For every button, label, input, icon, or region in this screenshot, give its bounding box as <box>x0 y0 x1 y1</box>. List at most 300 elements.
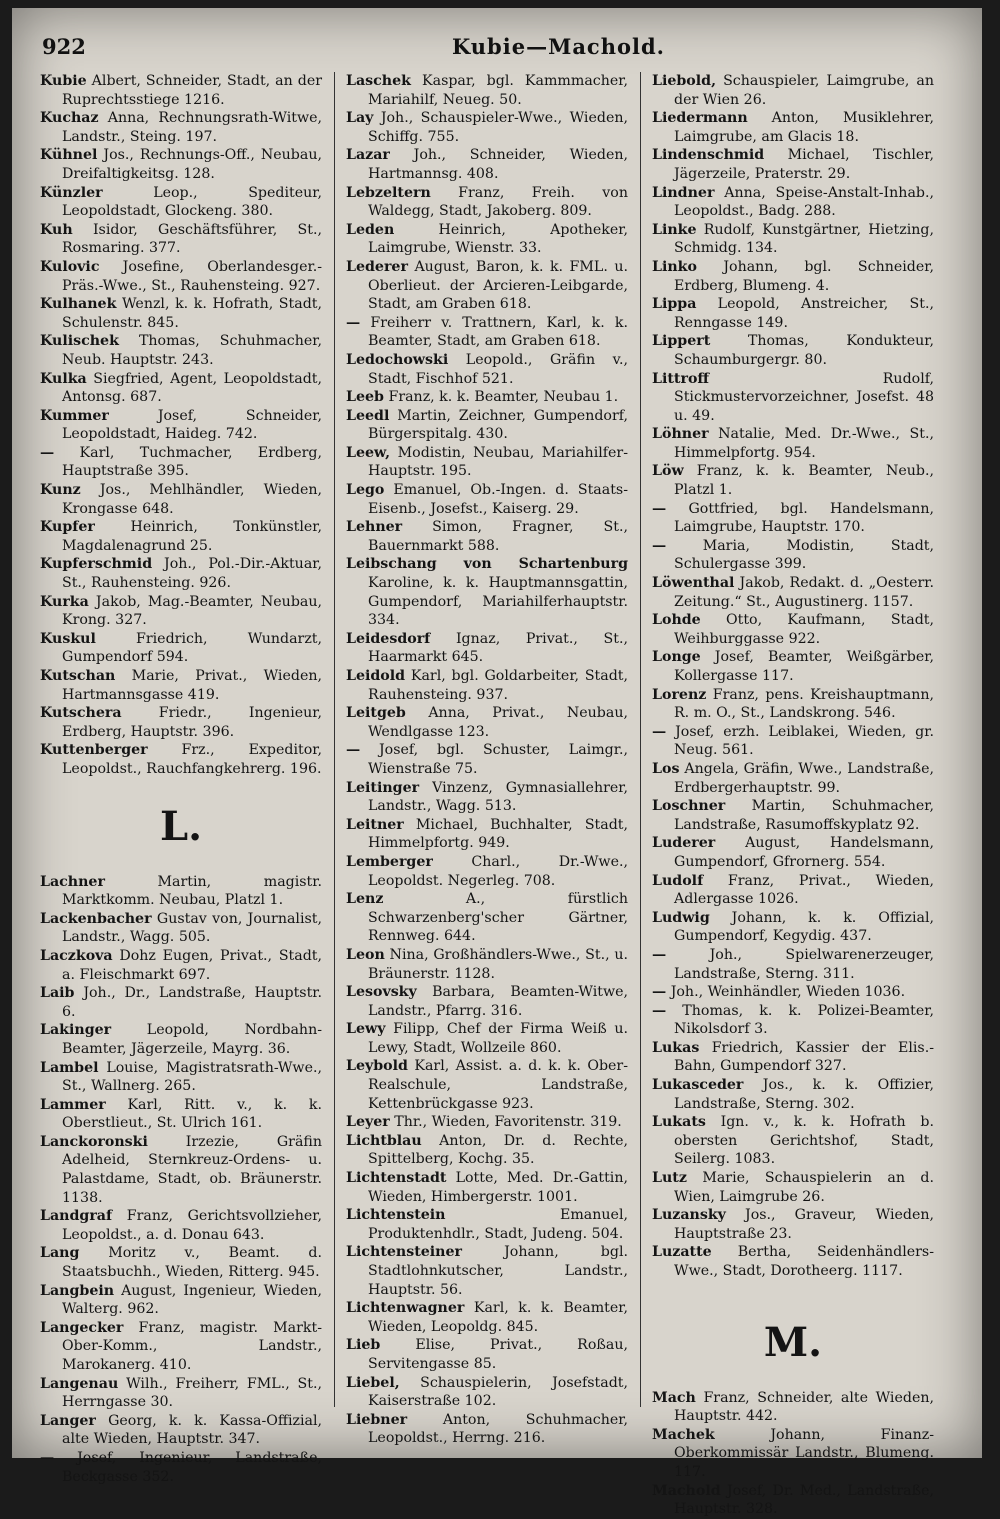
entry-details: Marie, Privat., Wieden, Hartmannsgasse 419. <box>62 668 322 703</box>
entry-details: August, Ingenieur, Wieden, Walterg. 962. <box>62 1282 322 1318</box>
directory-entry <box>346 741 628 778</box>
entry-name: Lichtblau <box>346 1132 422 1149</box>
directory-entry <box>346 388 628 407</box>
entry-details: Thomas, k. k. Polizei-Beamter, Nikolsdorf 3. <box>674 1002 934 1038</box>
directory-entry <box>40 704 322 741</box>
entry-name: Lindner <box>652 184 715 201</box>
entry-details: Franz, Freih. von Waldegg, Stadt, Jakoberg. 809. <box>368 184 628 220</box>
entry-name: Lindenschmid <box>652 147 765 164</box>
entry-details: Wilh., Freiherr, FML., St., Herrngasse 30. <box>62 1375 322 1411</box>
directory-entry <box>40 518 322 555</box>
entry-name: Luzansky <box>652 1207 726 1224</box>
directory-entry <box>652 1243 934 1280</box>
entry-name: Leybold <box>346 1058 408 1075</box>
directory-entry <box>40 1282 322 1319</box>
directory-entry <box>40 258 322 295</box>
entry-details: Rudolf, Kunstgärtner, Hietzing, Schmidg. 134. <box>674 221 934 257</box>
directory-entry <box>652 834 934 871</box>
directory-entry <box>40 1412 322 1449</box>
entry-name: — <box>652 723 667 740</box>
entry-name: Kubie <box>40 73 87 89</box>
entry-details: Ign. v., k. k. Hofrath b. obersten Gerichtshof, Stadt, Seilerg. 1083. <box>674 1114 934 1168</box>
directory-entry <box>652 872 934 909</box>
directory-entry <box>346 1336 628 1373</box>
entry-details: Barbara, Beamten-Witwe, Landstr., Pfarrg. 316. <box>368 984 629 1019</box>
entry-details: Angela, Gräfin, Wwe., Landstraße, Erdbergerhauptstr. 99. <box>674 760 934 796</box>
entry-name: Liebel, <box>346 1374 400 1391</box>
entry-name: Kupfer <box>40 519 95 536</box>
entry-details: Franz, Gerichtsvollzieher, Leopoldst., a. d. Donau 643. <box>62 1208 323 1243</box>
directory-entry <box>346 258 628 314</box>
entry-details: Leop., Spediteur, Leopoldstadt, Glockeng. 380. <box>62 184 322 220</box>
directory-entry <box>40 1133 322 1207</box>
entry-details: Jos., Rechnungs-Off., Neubau, Dreifaltigkeitsg. 128. <box>62 147 322 182</box>
entry-details: Nina, Großhändlers-Wwe., St., u. Bräunerstr. 1128. <box>368 946 629 982</box>
entry-details: Simon, Fragner, St., Bauernmarkt 588. <box>368 519 628 554</box>
directory-entry <box>40 555 322 592</box>
entry-details: Dohz Eugen, Privat., Stadt, a. Fleischmarkt 697. <box>62 947 322 983</box>
entry-name: Lammer <box>40 1096 106 1113</box>
entry-name: Longe <box>652 649 701 666</box>
entry-details: Anna, Speise-Anstalt-Inhab., Leopoldst., Badg. 288. <box>674 184 934 220</box>
entry-name: Lukats <box>652 1114 706 1131</box>
entry-name: Langenau <box>40 1375 119 1392</box>
running-head: Kubie—Machold. <box>452 34 665 59</box>
entry-name: Kurka <box>40 593 89 610</box>
directory-entry <box>40 1449 322 1486</box>
entry-name: Löhner <box>652 426 709 443</box>
directory-entry <box>652 723 934 760</box>
entry-details: Otto, Kaufmann, Stadt, Weihburggasse 922. <box>674 612 934 647</box>
entry-name: Lukasceder <box>652 1077 744 1094</box>
entry-details: Friedrich, Kassier der Elis.-Bahn, Gumpendorf 327. <box>674 1039 934 1075</box>
entry-details: Jos., k. k. Offizier, Landstraße, Sterng. 302. <box>674 1077 934 1112</box>
directory-entry <box>346 314 628 351</box>
entry-name: Ledochowski <box>346 351 449 368</box>
entry-name: Lippa <box>652 296 697 313</box>
entry-details: Wenzl, k. k. Hofrath, Stadt, Schulenstr. 845. <box>62 296 322 331</box>
entry-name: — <box>346 314 361 331</box>
entry-details: Modistin, Neubau, Mariahilfer-Hauptstr. 195. <box>368 444 628 480</box>
entry-details: Leopold, Nordbahn-Beamter, Jägerzeile, Mayrg. 36. <box>62 1022 322 1057</box>
entry-name: Lakinger <box>40 1022 112 1039</box>
entry-details: Leopold, Anstreicher, St., Renngasse 149. <box>674 296 934 331</box>
directory-entry <box>652 574 934 611</box>
entry-name: Kutschan <box>40 668 116 684</box>
entry-name: Lichtensteiner <box>346 1244 462 1261</box>
directory-entry <box>346 630 628 667</box>
entry-name: Lay <box>346 110 374 127</box>
entry-name: Kuskul <box>40 630 96 647</box>
directory-entry <box>40 295 322 332</box>
directory-entry <box>40 1021 322 1058</box>
directory-page <box>12 8 982 1518</box>
entry-details: Irzezie, Gräfin Adelheid, Sternkreuz-Ordens- u. Palastdame, Stadt, ob. Bräunerstr. 1138. <box>62 1133 322 1206</box>
directory-entry <box>40 481 322 518</box>
directory-entry <box>346 72 628 109</box>
entry-name: Leyer <box>346 1114 390 1131</box>
entry-name: Leitgeb <box>346 705 406 722</box>
directory-entry <box>40 1096 322 1133</box>
entry-details: Schauspielerin, Josefstadt, Kaiserstraße 102. <box>368 1374 628 1410</box>
column-divider <box>640 72 641 1407</box>
entry-name: Leidold <box>346 668 406 684</box>
directory-entry <box>346 1113 628 1132</box>
entry-name: Linko <box>652 258 697 275</box>
entry-details: Isidor, Geschäftsführer, St., Rosmaring. 377. <box>62 221 322 257</box>
directory-entry <box>40 72 322 109</box>
entry-name: Liebold, <box>652 73 717 89</box>
directory-entry <box>652 537 934 574</box>
entry-name: Lehner <box>346 519 403 536</box>
directory-entry <box>652 295 934 332</box>
directory-entry <box>652 1389 934 1426</box>
directory-entry <box>346 1374 628 1411</box>
directory-entry <box>40 741 322 778</box>
directory-entry <box>652 462 934 499</box>
entry-details: Karl, Tuchmacher, Erdberg, Hauptstraße 395. <box>62 444 322 480</box>
entry-name: Löwenthal <box>652 575 735 592</box>
entry-name: Ludolf <box>652 872 704 889</box>
column-divider <box>334 72 335 1407</box>
entry-details: Thr., Wieden, Favoritenstr. 319. <box>394 1114 622 1131</box>
entry-name: Leedl <box>346 407 390 424</box>
entry-name: — <box>652 1002 667 1019</box>
entry-details: Bertha, Seidenhändlers-Wwe., Stadt, Dorotheerg. 1117. <box>674 1244 934 1279</box>
entry-name: Kuttenberger <box>40 742 148 759</box>
directory-entry <box>652 983 934 1002</box>
directory-entry <box>40 370 322 407</box>
entry-name: Leitner <box>346 816 404 833</box>
entry-details: August, Baron, k. k. FML. u. Oberlieut. der Arcieren-Leibgarde, Stadt, am Graben 618. <box>368 258 628 313</box>
directory-entry <box>346 518 628 555</box>
entry-name: Leden <box>346 221 395 238</box>
entry-details: Martin, Schuhmacher, Landstraße, Rasumoffskyplatz 92. <box>674 798 934 833</box>
entry-details: Gustav von, Journalist, Landstr., Wagg. 505. <box>62 910 322 946</box>
directory-entry <box>652 1426 934 1482</box>
entry-name: — <box>652 984 667 1001</box>
entry-name: Langbein <box>40 1282 115 1299</box>
entry-name: Lambel <box>40 1059 99 1076</box>
entry-name: Kulovic <box>40 258 100 275</box>
entry-details: Josefine, Oberlandesger.-Präs.-Wwe., St., Rauhensteing. 927. <box>62 258 322 294</box>
entry-name: Kupferschmid <box>40 556 153 573</box>
directory-entry <box>652 686 934 723</box>
entry-name: Leidesdorf <box>346 630 431 647</box>
entry-details: Franz, k. k. Beamter, Neubau 1. <box>388 389 619 406</box>
entry-details: Karl, Assist. a. d. k. k. Ober-Realschule, Landstraße, Kettenbrückgasse 923. <box>368 1058 629 1112</box>
entry-details: Emanuel, Ob.-Ingen. d. Staats-Eisenb., Josefst., Kaiserg. 29. <box>368 482 628 517</box>
entry-details: Joh., Schauspieler-Wwe., Wieden, Schiffg. 755. <box>368 110 628 145</box>
entry-name: Lego <box>346 482 385 499</box>
entry-details: Thomas, Schuhmacher, Neub. Hauptstr. 243. <box>62 333 322 368</box>
entry-name: Luderer <box>652 835 716 852</box>
directory-entry <box>40 630 322 667</box>
directory-entry <box>652 648 934 685</box>
entry-name: Lippert <box>652 333 711 350</box>
column-3 <box>652 72 934 1519</box>
column-2 <box>346 72 628 1448</box>
directory-entry <box>40 146 322 183</box>
directory-entry <box>40 1207 322 1244</box>
entry-name: Liebner <box>346 1411 408 1428</box>
directory-entry <box>346 351 628 388</box>
entry-name: — <box>40 1449 55 1466</box>
directory-entry <box>652 1206 934 1243</box>
entry-details: Natalie, Med. Dr.-Wwe., St., Himmelpfortg. 954. <box>674 426 934 461</box>
entry-name: Kuh <box>40 221 73 238</box>
entry-details: Ignaz, Privat., St., Haarmarkt 645. <box>368 630 628 666</box>
directory-entry <box>346 983 628 1020</box>
entry-name: Ludwig <box>652 909 710 926</box>
directory-entry <box>346 444 628 481</box>
directory-entry <box>346 184 628 221</box>
directory-entry <box>652 221 934 258</box>
section-letter: L. <box>159 802 203 850</box>
entry-details: Jakob, Mag.-Beamter, Neubau, Krong. 327. <box>62 593 323 629</box>
entry-details: Maria, Modistin, Stadt, Schulergasse 399. <box>674 537 934 573</box>
entry-details: Anton, Dr. d. Rechte, Spittelberg, Kochg. 35. <box>368 1132 628 1168</box>
entry-name: Kühnel <box>40 147 98 164</box>
entry-name: Kulischek <box>40 333 119 350</box>
entry-details: Emanuel, Produktenhdlr., Stadt, Judeng. 504. <box>368 1207 628 1242</box>
entry-name: Leibschang von Schartenburg <box>346 556 628 573</box>
entry-name: Lorenz <box>652 686 707 703</box>
directory-entry <box>40 1319 322 1375</box>
directory-entry <box>346 221 628 258</box>
entry-details: Josef, Beamter, Weißgärber, Kollergasse 117. <box>674 649 934 684</box>
directory-entry <box>40 947 322 984</box>
directory-entry <box>652 760 934 797</box>
entry-name: Lohde <box>652 612 701 629</box>
entry-details: Franz, pens. Kreishauptmann, R. m. O., St., Landskrong. 546. <box>674 686 934 722</box>
entry-name: Liedermann <box>652 110 748 127</box>
entry-details: Joh., Pol.-Dir.-Aktuar, St., Rauhensteing. 926. <box>62 556 323 592</box>
directory-entry <box>346 1169 628 1206</box>
entry-name: Leeb <box>346 389 384 406</box>
entry-name: Machek <box>652 1426 715 1443</box>
entry-details: Franz, Privat., Wieden, Adlergasse 1026. <box>674 872 934 908</box>
entry-details: August, Handelsmann, Gumpendorf, Gfrornerg. 554. <box>674 835 934 870</box>
entry-name: Lanckoronski <box>40 1133 148 1150</box>
directory-entry <box>346 1243 628 1299</box>
entry-name: Landgraf <box>40 1208 113 1225</box>
entry-name: Lewy <box>346 1021 386 1038</box>
entry-details: Jos., Graveur, Wieden, Hauptstraße 23. <box>674 1207 935 1242</box>
entry-details: Gottfried, bgl. Handelsmann, Laimgrube, Hauptstr. 170. <box>674 500 934 536</box>
entry-name: Lenz <box>346 891 384 908</box>
entry-name: Lichtenwagner <box>346 1300 465 1317</box>
directory-entry <box>40 184 322 221</box>
entry-details: Josef, Ingenieur, Landstraße, Beckgasse 352. <box>62 1449 323 1485</box>
entry-details: Friedrich, Wundarzt, Gumpendorf 594. <box>62 630 323 666</box>
directory-entry <box>652 332 934 369</box>
directory-entry <box>652 425 934 462</box>
entry-name: Linke <box>652 221 697 238</box>
directory-entry <box>346 1411 628 1448</box>
entry-name: Lackenbacher <box>40 910 152 927</box>
directory-entry <box>652 1076 934 1113</box>
entry-details: Karl, Ritt. v., k. k. Oberstlieut., St. Ulrich 161. <box>62 1096 322 1132</box>
entry-details: Josef, bgl. Schuster, Laimgr., Wienstraße 75. <box>368 742 628 777</box>
entry-details: Siegfried, Agent, Leopoldstadt, Antonsg. 687. <box>62 370 322 406</box>
column-1 <box>40 72 322 1486</box>
entry-details: A., fürstlich Schwarzenberg'scher Gärtner, Rennweg. 644. <box>368 891 628 945</box>
entry-name: Kutschera <box>40 705 122 722</box>
entry-details: Michael, Tischler, Jägerzeile, Praterstr. 29. <box>674 147 935 182</box>
entry-name: Langer <box>40 1412 96 1429</box>
entry-name: Lichtenstadt <box>346 1170 447 1187</box>
entry-details: Heinrich, Tonkünstler, Magdalenagrund 25. <box>62 519 322 554</box>
entry-name: Lukas <box>652 1039 700 1056</box>
entry-details: Joh., Dr., Landstraße, Hauptstr. 6. <box>62 985 323 1020</box>
entry-details: Charl., Dr.-Wwe., Leopoldst. Negerleg. 708. <box>368 853 628 889</box>
entry-name: Machold <box>652 1482 721 1499</box>
entry-details: Joh., Weinhändler, Wieden 1036. <box>670 984 906 1001</box>
entry-details: Karl, k. k. Beamter, Wieden, Leopoldg. 845. <box>368 1300 628 1335</box>
directory-entry <box>40 407 322 444</box>
directory-entry <box>652 909 934 946</box>
entry-name: Luzatte <box>652 1244 712 1261</box>
directory-entry <box>346 890 628 946</box>
entry-details: Johann, bgl. Stadtlohnkutscher, Landstr., Hauptstr. 56. <box>368 1244 628 1298</box>
directory-entry <box>652 1039 934 1076</box>
directory-entry <box>40 873 322 910</box>
entry-details: Schauspieler, Laimgrube, an der Wien 26. <box>674 73 934 108</box>
directory-entry <box>346 946 628 983</box>
entry-name: Mach <box>652 1389 696 1406</box>
entry-name: Leew, <box>346 444 391 461</box>
entry-name: Künzler <box>40 184 103 201</box>
entry-details: Rudolf, Stickmustervorzeichner, Josefst. 48 u. 49. <box>674 370 934 424</box>
page-number: 922 <box>42 34 86 59</box>
directory-entry <box>346 1206 628 1243</box>
entry-name: — <box>40 444 55 461</box>
entry-name: — <box>652 537 667 554</box>
entry-details: Karl, bgl. Goldarbeiter, Stadt, Rauhensteing. 937. <box>368 668 628 703</box>
entry-details: Joh., Spielwarenerzeuger, Landstraße, Sterng. 311. <box>674 946 934 982</box>
entry-details: Elise, Privat., Roßau, Servitengasse 85. <box>368 1337 628 1372</box>
directory-entry <box>652 109 934 146</box>
entry-details: Vinzenz, Gymnasiallehrer, Landstr., Wagg. 513. <box>368 779 628 815</box>
entry-details: Franz, k. k. Beamter, Neub., Platzl 1. <box>674 463 934 499</box>
directory-entry <box>346 779 628 816</box>
entry-details: Martin, Zeichner, Gumpendorf, Bürgerspitalg. 430. <box>368 407 628 443</box>
entry-name: Leitinger <box>346 779 420 796</box>
entry-details: Leopold., Gräfin v., Stadt, Fischhof 521. <box>368 351 628 387</box>
entry-details: Josef, Dr. Med., Landstraße, Hauptstr. 328. <box>674 1482 934 1518</box>
directory-entry <box>652 1113 934 1169</box>
entry-name: Lang <box>40 1245 80 1262</box>
entry-details: Georg, k. k. Kassa-Offizial, alte Wieden, Hauptstr. 347. <box>62 1412 322 1448</box>
directory-entry <box>346 1057 628 1113</box>
directory-entry <box>652 797 934 834</box>
entry-name: Lederer <box>346 258 408 275</box>
directory-entry <box>346 1132 628 1169</box>
entry-name: Laib <box>40 985 75 1002</box>
entry-details: Anton, Schuhmacher, Leopoldst., Herrng. 216. <box>368 1411 629 1447</box>
entry-details: Johann, Finanz-Oberkommissär Landstr., Blumeng. 117. <box>674 1426 934 1480</box>
entry-details: Frz., Expeditor, Leopoldst., Rauchfangkehrerg. 196. <box>62 742 322 777</box>
entry-details: Joh., Schneider, Wieden, Hartmannsg. 408. <box>368 147 628 182</box>
entry-details: Albert, Schneider, Stadt, an der Ruprechtsstiege 1216. <box>62 73 323 108</box>
entry-name: Kummer <box>40 407 109 424</box>
entry-name: Lazar <box>346 147 390 164</box>
entry-details: Anna, Privat., Neubau, Wendlgasse 123. <box>368 705 628 740</box>
directory-entry <box>652 946 934 983</box>
directory-entry <box>40 109 322 146</box>
directory-entry <box>40 593 322 630</box>
entry-name: Lemberger <box>346 853 433 870</box>
entry-name: Lesovsky <box>346 984 417 1001</box>
directory-entry <box>346 704 628 741</box>
entry-name: — <box>346 742 361 759</box>
directory-entry <box>652 370 934 426</box>
entry-name: Kunz <box>40 482 81 499</box>
entry-details: Franz, Schneider, alte Wieden, Hauptstr. 442. <box>674 1389 934 1425</box>
directory-entry <box>652 611 934 648</box>
entry-details: Jakob, Redakt. d. „Oesterr. Zeitung.“ St., Augustinerg. 1157. <box>674 575 934 610</box>
entry-name: Kulka <box>40 370 87 387</box>
directory-entry <box>652 72 934 109</box>
directory-entry <box>40 1375 322 1412</box>
directory-entry <box>652 1482 934 1519</box>
entry-name: Lutz <box>652 1170 687 1187</box>
directory-entry <box>346 407 628 444</box>
directory-entry <box>346 146 628 183</box>
page-header <box>42 30 962 66</box>
entry-name: Kuchaz <box>40 110 99 127</box>
directory-entry <box>652 1169 934 1206</box>
directory-entry <box>40 1059 322 1096</box>
entry-name: Lichtenstein <box>346 1207 446 1224</box>
directory-entry <box>652 184 934 221</box>
entry-details: Karoline, k. k. Hauptmannsgattin, Gumpendorf, Mariahilferhauptstr. 334. <box>368 575 628 629</box>
directory-entry <box>40 444 322 481</box>
entry-details: Marie, Schauspielerin an d. Wien, Laimgrube 26. <box>674 1170 934 1205</box>
directory-entry <box>346 481 628 518</box>
entry-details: Kaspar, bgl. Kammmacher, Mariahilf, Neueg. 50. <box>368 73 628 108</box>
directory-entry <box>40 910 322 947</box>
directory-entry <box>346 1020 628 1057</box>
entry-details: Filipp, Chef der Firma Weiß u. Lewy, Stadt, Wollzeile 860. <box>368 1021 628 1056</box>
entry-name: Littroff <box>652 370 710 387</box>
entry-details: Johann, k. k. Offizial, Gumpendorf, Kegydig. 437. <box>674 909 934 945</box>
directory-entry <box>346 853 628 890</box>
entry-details: Martin, magistr. Marktkomm. Neubau, Platzl 1. <box>62 873 322 909</box>
entry-details: Heinrich, Apotheker, Laimgrube, Wienstr. 33. <box>368 221 628 257</box>
directory-entry <box>346 109 628 146</box>
entry-details: Lotte, Med. Dr.-Gattin, Wieden, Himbergerstr. 1001. <box>368 1170 628 1205</box>
entry-name: Lachner <box>40 873 105 890</box>
directory-entry <box>40 984 322 1021</box>
entry-name: — <box>652 946 667 963</box>
directory-entry <box>40 667 322 704</box>
entry-name: Loschner <box>652 798 726 815</box>
entry-name: Leon <box>346 946 385 963</box>
entry-name: Los <box>652 760 680 777</box>
directory-entry <box>652 258 934 295</box>
entry-details: Anna, Rechnungsrath-Witwe, Landstr., Steing. 197. <box>62 110 322 145</box>
entry-name: Laczkova <box>40 947 113 964</box>
directory-entry <box>346 667 628 704</box>
entry-details: Moritz v., Beamt. d. Staatsbuchh., Wieden, Ritterg. 945. <box>62 1245 323 1281</box>
directory-entry <box>652 1002 934 1039</box>
entry-details: Louise, Magistratsrath-Wwe., St., Wallnerg. 265. <box>62 1059 322 1095</box>
entry-details: Anton, Musiklehrer, Laimgrube, am Glacis 18. <box>674 110 935 145</box>
entry-details: Josef, Schneider, Leopoldstadt, Haideg. 742. <box>62 407 322 443</box>
entry-name: Lieb <box>346 1337 381 1354</box>
